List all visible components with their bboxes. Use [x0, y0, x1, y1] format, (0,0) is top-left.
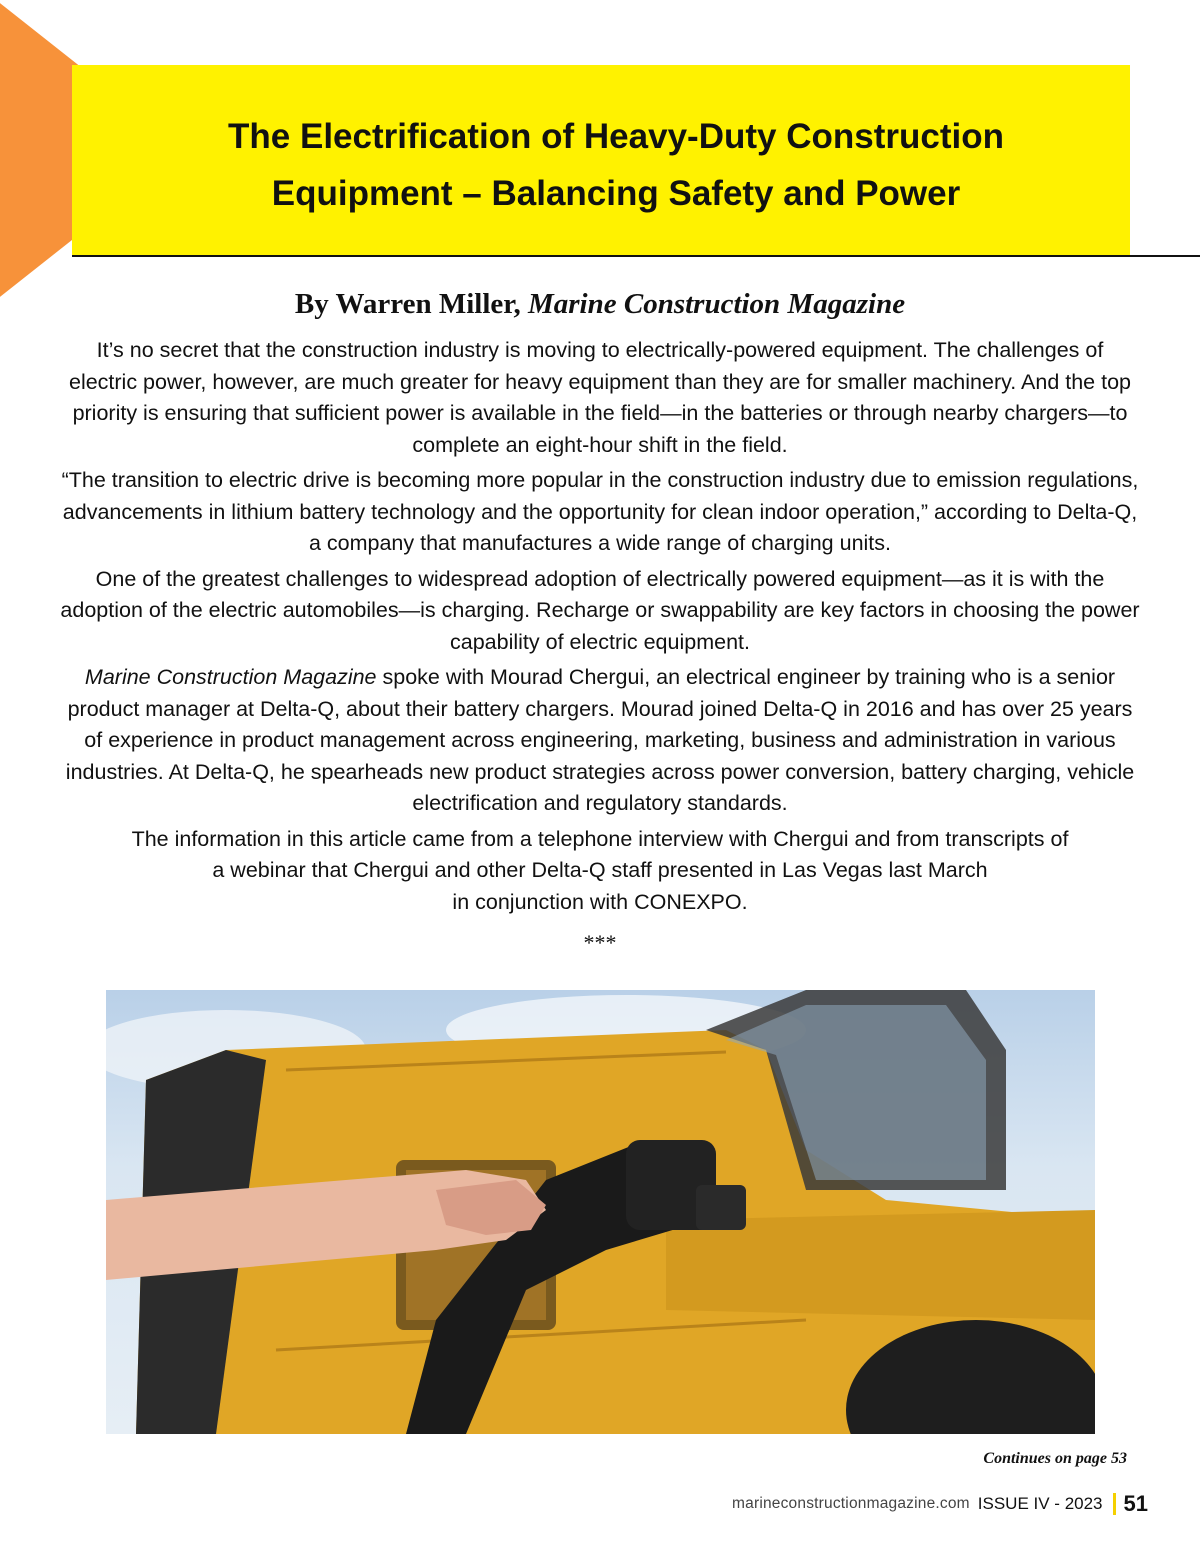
continues-note: Continues on page 53	[983, 1450, 1127, 1467]
footer-website: marineconstructionmagazine.com	[732, 1495, 970, 1512]
byline-publication: Marine Construction Magazine	[527, 288, 906, 320]
article-body	[60, 335, 1140, 922]
paragraph-3: One of the greatest challenges to widespread adoption of electrically powered equipment—as it is with the adoption of the electric automobiles—is charging. Recharge or swappability are key factors in choosing the power capability of electric equipment.	[60, 566, 1140, 654]
page-footer	[732, 1491, 1148, 1517]
paragraph-4-text: spoke with Mourad Chergui, an electrical engineer by training who is a senior product manager at Delta-Q, about their battery chargers. Mourad joined Delta-Q in 2016 and has over 25 years of experience in product management across engineering, marketing, business and administration in various industries. At Delta-Q, he spearheads new product strategies across power conversion, battery charging, vehicle electrification and regulatory standards.	[65, 665, 1135, 815]
paragraph-2: “The transition to electric drive is becoming more popular in the construction industry due to emission regulations, advancements in lithium battery technology and the opportunity for clean indoor operation,” according to Delta-Q, a company that manufactures a wide range of charging units.	[61, 468, 1139, 555]
article-title	[72, 108, 1160, 222]
page-number: 51	[1123, 1491, 1148, 1516]
paragraph-4	[60, 662, 1140, 820]
paragraph-5-line-3: in conjunction with CONEXPO.	[452, 889, 748, 914]
footer-divider	[1113, 1493, 1116, 1515]
paragraph-5-line-2: a webinar that Chergui and other Delta-Q staff presented in Las Vegas last March	[212, 858, 988, 882]
byline-author: By Warren Miller,	[294, 288, 521, 320]
footer-issue: ISSUE IV - 2023	[977, 1494, 1103, 1513]
article-photo	[106, 990, 1095, 1434]
paragraph-5	[60, 824, 1140, 919]
paragraph-4-publication: Marine Construction Magazine	[84, 665, 377, 689]
article-title-line-2: Equipment – Balancing Safety and Power	[271, 174, 961, 213]
paragraph-1: It’s no secret that the construction industry is moving to electrically-powered equipment. The challenges of electric power, however, are much greater for heavy equipment than they are for smaller machinery. And the top priority is ensuring that sufficient power is available in the field—in the batteries or through nearby chargers—to complete an eight-hour shift in the field.	[68, 338, 1131, 457]
section-separator: ***	[583, 930, 617, 955]
header-rule	[72, 255, 1200, 257]
byline	[0, 288, 1200, 321]
paragraph-5-line-1: The information in this article came from a telephone interview with Chergui and from transcripts of	[131, 826, 1069, 851]
article-title-line-1: The Electrification of Heavy-Duty Construction	[228, 117, 1004, 156]
charging-construction-equipment-image	[106, 990, 1095, 1434]
